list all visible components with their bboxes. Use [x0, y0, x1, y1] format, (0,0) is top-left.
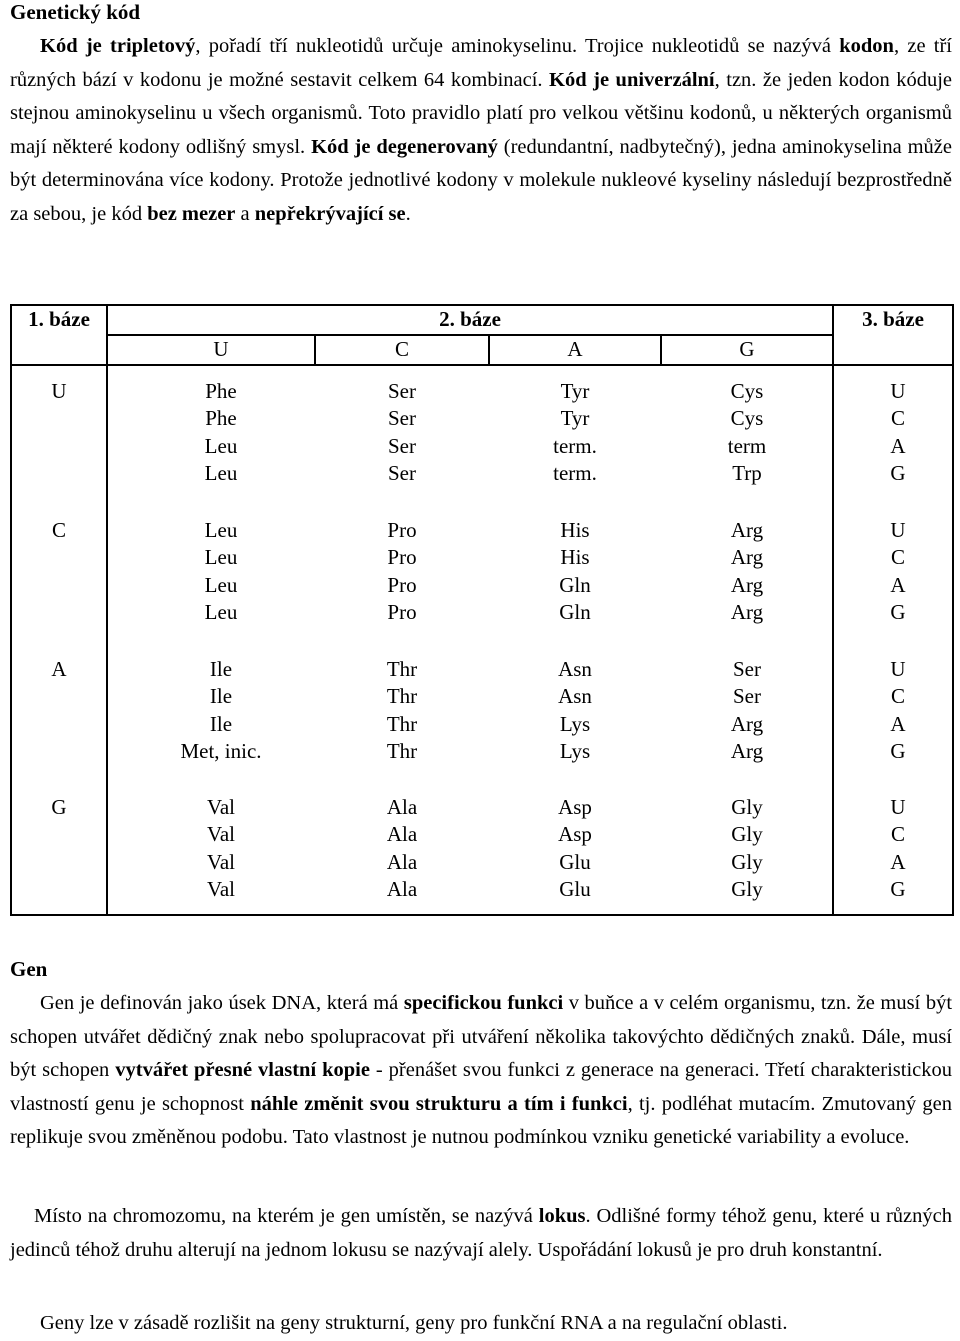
- amino-acid-cell: Pro: [387, 545, 417, 570]
- text-run: , tzn. že jeden kodon kóduje stejnou aminokyselinu u všech organismů. Toto pravidlo platí pro velkou většinu kodonů, u některých organismů mají některé kodony odlišný smysl.: [10, 68, 952, 158]
- table-divider: [12, 364, 952, 366]
- amino-acid-cell: Tyr: [560, 379, 590, 403]
- amino-acid-cell: Val: [207, 849, 235, 874]
- text-run: , ze tří různých bází v kodonu je možné sestavit celkem 64 kombinací.: [10, 35, 953, 91]
- amino-acid-cell: Thr: [386, 738, 418, 763]
- amino-acid-cell: Val: [207, 822, 235, 847]
- amino-acid-cell: term.: [553, 433, 597, 458]
- third-base-cell: C: [890, 406, 905, 431]
- amino-acid-cell: Pro: [387, 518, 417, 542]
- amino-acid-cell: Lys: [559, 738, 591, 763]
- amino-acid-cell: Trp: [732, 460, 762, 485]
- bold-term: lokus: [538, 1205, 586, 1227]
- second-base-label: U: [213, 337, 229, 361]
- amino-acid-cell: Pro: [387, 572, 417, 597]
- first-base-label: C: [51, 518, 66, 542]
- amino-acid-cell: Ala: [386, 795, 418, 819]
- amino-acid-column: [136, 794, 306, 903]
- bold-term: bez mezer: [147, 202, 236, 225]
- second-base-label: G: [739, 337, 755, 361]
- text-run: Geny lze v zásadě rozlišit na geny strukturní, geny pro funkční RNA a na regulační oblasti.: [40, 1312, 788, 1334]
- paragraph-genetic-code: [10, 30, 952, 231]
- amino-acid-cell: Ile: [209, 684, 233, 709]
- bold-term: specifickou funkci: [403, 992, 564, 1014]
- text-run: , pořadí tří nukleotidů určuje aminokyselinu. Trojice nukleotidů se nazývá: [195, 35, 840, 57]
- amino-acid-cell: Arg: [730, 518, 764, 542]
- text-run: Gen je definován jako úsek DNA, která má: [40, 992, 404, 1014]
- amino-acid-cell: term.: [553, 460, 597, 485]
- bold-term: Kód je univerzální: [549, 68, 715, 91]
- amino-acid-cell: Ala: [386, 849, 418, 874]
- third-base-cell: G: [890, 460, 906, 485]
- amino-acid-cell: Arg: [730, 599, 764, 624]
- amino-acid-cell: Met, inic.: [180, 738, 262, 763]
- amino-acid-column: [136, 378, 306, 487]
- amino-acid-cell: Glu: [559, 876, 591, 901]
- bold-term: Kód je tripletový: [40, 35, 196, 57]
- amino-acid-column: [490, 517, 660, 626]
- amino-acid-cell: Ser: [388, 406, 416, 431]
- amino-acid-column: [662, 794, 832, 903]
- amino-acid-column: [136, 656, 306, 765]
- amino-acid-column: [316, 378, 488, 487]
- amino-acid-column: [316, 656, 488, 765]
- third-base-cell: G: [890, 876, 906, 901]
- third-base-cell: G: [890, 599, 906, 624]
- codon-table: [10, 304, 954, 916]
- amino-acid-cell: Thr: [386, 657, 418, 681]
- amino-acid-cell: Ser: [388, 460, 416, 485]
- amino-acid-cell: His: [560, 518, 590, 542]
- amino-acid-cell: Gln: [559, 599, 591, 624]
- third-base-cell: C: [890, 822, 905, 847]
- amino-acid-cell: Arg: [730, 545, 764, 570]
- section-heading-genetic-code: Genetický kód: [10, 0, 141, 24]
- amino-acid-cell: Asp: [558, 822, 592, 847]
- second-base-label: C: [394, 337, 409, 361]
- third-base-cell: U: [890, 518, 906, 542]
- amino-acid-cell: Cys: [730, 379, 764, 403]
- bold-term: nepřekrývající se: [254, 202, 406, 225]
- third-base-column: [834, 794, 960, 903]
- amino-acid-cell: Tyr: [560, 406, 590, 431]
- amino-acid-cell: Gly: [731, 822, 763, 847]
- text-run: , tj. podléhat mutacím. Zmutovaný gen replikuje svou změněnou podobu. Tato vlastnost je nutnou podmínkou vzniku genetické variability a evoluce.: [10, 1092, 952, 1148]
- amino-acid-column: [490, 378, 660, 487]
- text-run: (redundantní, nadbytečný), jedna aminokyselina může být determinována více kodony. Protože jednotlivé kodony v molekule nukleové kyseliny následují bezprostředně za sebou, je kód: [10, 135, 952, 225]
- amino-acid-cell: Ser: [388, 379, 416, 403]
- amino-acid-cell: Asp: [558, 795, 592, 819]
- amino-acid-cell: Thr: [386, 711, 418, 736]
- third-base-cell: U: [890, 795, 906, 819]
- first-base-label: G: [51, 795, 67, 819]
- amino-acid-column: [136, 517, 306, 626]
- amino-acid-cell: Arg: [730, 738, 764, 763]
- text-run: .: [405, 202, 411, 225]
- bold-term: Kód je degenerovaný: [311, 135, 498, 158]
- first-base-label: U: [51, 379, 67, 403]
- third-base-cell: U: [890, 657, 906, 681]
- third-base-cell: A: [890, 711, 906, 736]
- header-third-base: 3. báze: [862, 307, 924, 331]
- text-run: a: [235, 202, 255, 225]
- first-base-label: A: [51, 657, 67, 681]
- section-heading-gene: Gen: [10, 957, 48, 981]
- amino-acid-cell: Arg: [730, 572, 764, 597]
- text-run: . Odlišné formy téhož genu, které u různých jedinců téhož druhu alterují na jednom lokusu se nazývají alely. Uspořádání lokusů je pro druh konstantní.: [10, 1205, 952, 1261]
- amino-acid-cell: Asn: [558, 657, 592, 681]
- amino-acid-cell: Phe: [205, 379, 237, 403]
- amino-acid-column: [662, 656, 832, 765]
- amino-acid-column: [316, 794, 488, 903]
- amino-acid-cell: His: [560, 545, 590, 570]
- second-base-label: A: [567, 337, 583, 361]
- text-run: Místo na chromozomu, na kterém je gen umístěn, se nazývá: [34, 1205, 539, 1227]
- amino-acid-column: [662, 378, 832, 487]
- header-second-base: 2. báze: [439, 307, 501, 331]
- amino-acid-cell: Leu: [204, 518, 238, 542]
- third-base-cell: A: [890, 849, 906, 874]
- amino-acid-cell: Leu: [204, 460, 238, 485]
- amino-acid-cell: Leu: [204, 545, 238, 570]
- amino-acid-cell: Ala: [386, 876, 418, 901]
- amino-acid-cell: Pro: [387, 599, 417, 624]
- amino-acid-cell: Gly: [731, 876, 763, 901]
- amino-acid-cell: Gly: [731, 849, 763, 874]
- paragraph-gene-definition: [10, 987, 952, 1155]
- amino-acid-cell: Ala: [386, 822, 418, 847]
- bold-term: kodon: [839, 35, 894, 57]
- third-base-cell: A: [890, 433, 906, 458]
- amino-acid-cell: Cys: [730, 406, 764, 431]
- amino-acid-column: [490, 794, 660, 903]
- paragraph-locus: [10, 1200, 952, 1267]
- third-base-cell: C: [890, 545, 905, 570]
- amino-acid-cell: Asn: [558, 684, 592, 709]
- bold-term: náhle změnit svou strukturu a tím i funkci: [250, 1092, 628, 1115]
- paragraph-gene-types: [10, 1307, 952, 1341]
- amino-acid-cell: Phe: [205, 406, 237, 431]
- text-run: v buňce a v celém organismu, tzn. že musí být schopen utvářet dědičný znak nebo spolupracovat při utváření několika takovýchto dědičných znaků. Dále, musí být schopen: [10, 992, 953, 1081]
- amino-acid-cell: Thr: [386, 684, 418, 709]
- amino-acid-cell: Ser: [388, 433, 416, 458]
- amino-acid-cell: Val: [207, 795, 235, 819]
- amino-acid-cell: term: [727, 433, 767, 458]
- amino-acid-cell: Arg: [730, 711, 764, 736]
- amino-acid-column: [662, 517, 832, 626]
- third-base-cell: C: [890, 684, 905, 709]
- bold-term: vytvářet přesné vlastní kopie: [115, 1059, 370, 1081]
- third-base-column: [834, 378, 960, 487]
- amino-acid-cell: Leu: [204, 599, 238, 624]
- amino-acid-column: [316, 517, 488, 626]
- amino-acid-cell: Glu: [559, 849, 591, 874]
- header-first-base: 1. báze: [28, 307, 90, 331]
- amino-acid-column: [490, 656, 660, 765]
- amino-acid-cell: Ser: [733, 684, 761, 709]
- third-base-column: [834, 517, 960, 626]
- amino-acid-cell: Ser: [733, 657, 761, 681]
- third-base-cell: A: [890, 572, 906, 597]
- text-run: - přenášet svou funkci z generace na generaci. Třetí charakteristickou vlastností genu je schopnost: [10, 1059, 952, 1115]
- amino-acid-cell: Leu: [204, 572, 238, 597]
- amino-acid-cell: Ile: [209, 711, 233, 736]
- amino-acid-cell: Val: [207, 876, 235, 901]
- third-base-cell: G: [890, 738, 906, 763]
- amino-acid-cell: Ile: [209, 657, 233, 681]
- amino-acid-cell: Lys: [559, 711, 591, 736]
- amino-acid-cell: Gln: [559, 572, 591, 597]
- amino-acid-cell: Leu: [204, 433, 238, 458]
- third-base-cell: U: [890, 379, 906, 403]
- amino-acid-cell: Gly: [731, 795, 763, 819]
- table-divider: [106, 306, 108, 914]
- third-base-column: [834, 656, 960, 765]
